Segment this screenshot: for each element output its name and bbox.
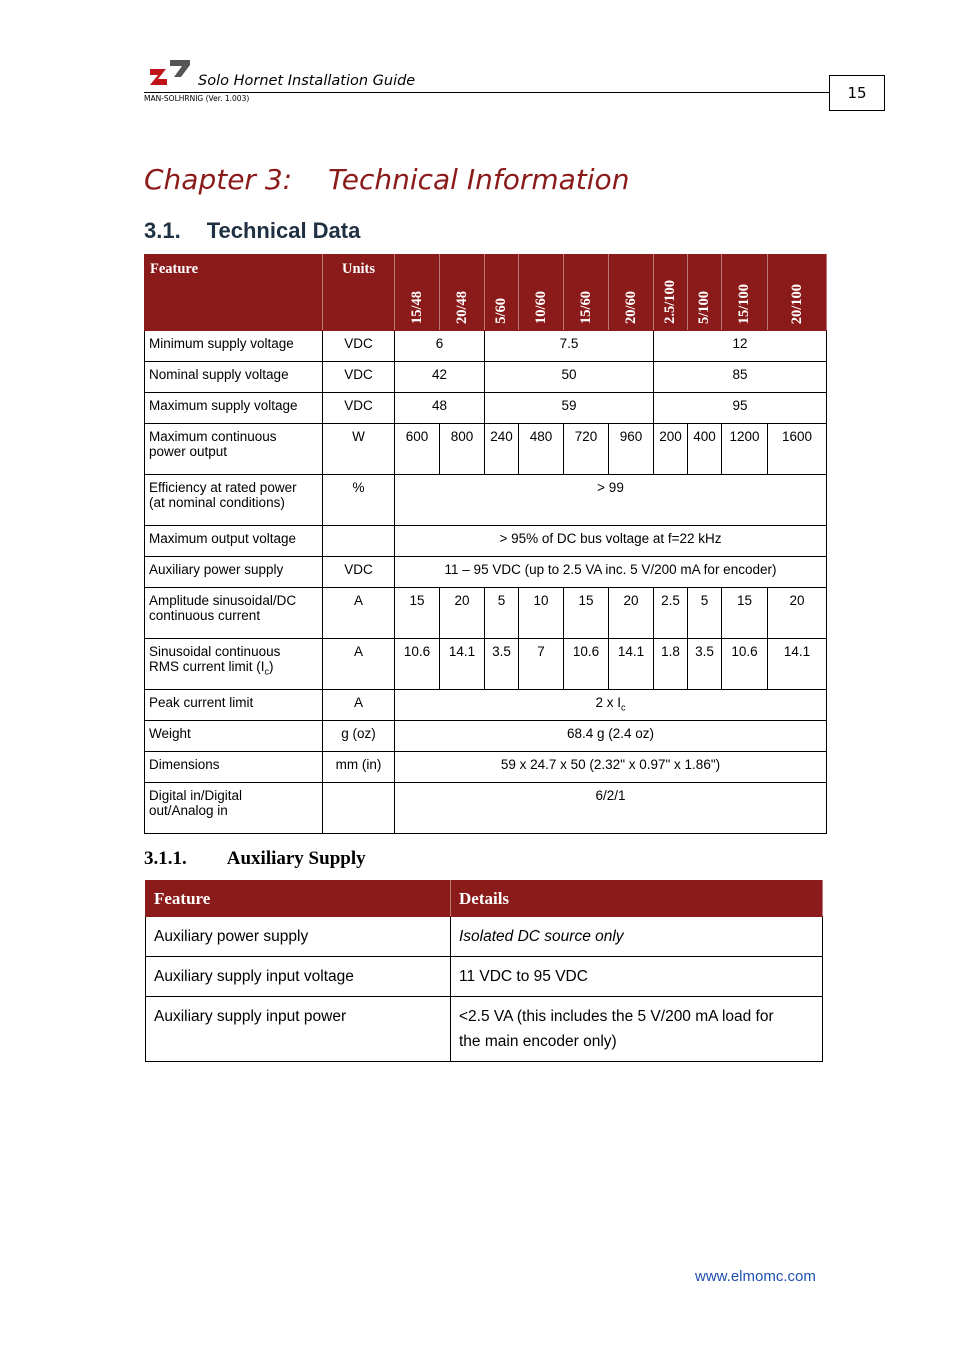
value-cell: 2 x $I_c$ [395, 690, 827, 721]
table-row [145, 393, 827, 424]
units-cell [323, 526, 395, 557]
units-cell: VDC [323, 331, 395, 362]
value-cell: 95 [654, 393, 827, 424]
value-cell: 240 [485, 424, 519, 475]
feature-cell: Efficiency at rated power (at nominal conditions) [145, 475, 323, 526]
value-cell: 14.1 [609, 639, 654, 690]
model-header: 15/60 [564, 255, 609, 331]
feature-cell: Maximum continuous power output [145, 424, 323, 475]
value-cell: 59 x 24.7 x 50 (2.32" x 0.97" x 1.86") [395, 752, 827, 783]
value-cell: > 95% of DC bus voltage at f=22 kHz [395, 526, 827, 557]
table-row [145, 588, 827, 639]
value-cell: 10.6 [564, 639, 609, 690]
document-id: MAN-SOLHRNIG (Ver. 1.003) [144, 94, 250, 103]
value-cell: 59 [485, 393, 654, 424]
value-cell: 960 [609, 424, 654, 475]
page-number: 15 [829, 75, 885, 111]
document-title: Solo Hornet Installation Guide [198, 73, 416, 89]
section-title: Technical Data [206, 218, 361, 243]
units-cell: A [323, 639, 395, 690]
value-cell: 20 [440, 588, 485, 639]
table-row [145, 557, 827, 588]
auxiliary-supply-table [145, 880, 823, 1062]
section-heading [144, 218, 360, 244]
details-cell: <2.5 VA (this includes the 5 V/200 mA load for the main encoder only) [451, 997, 823, 1062]
feature-cell: Peak current limit [145, 690, 323, 721]
table-row [145, 721, 827, 752]
value-cell: 6/2/1 [395, 783, 827, 834]
feature-cell: Auxiliary supply input voltage [146, 957, 451, 997]
model-header: 15/100 [722, 255, 768, 331]
value-cell: 800 [440, 424, 485, 475]
table-row [146, 917, 823, 957]
feature-cell: Amplitude sinusoidal/DC continuous current [145, 588, 323, 639]
feature-header: Feature [145, 255, 323, 331]
subsection-title: Auxiliary Supply [226, 848, 366, 869]
value-cell: 1.8 [654, 639, 688, 690]
technical-data-table [144, 254, 827, 834]
value-cell: 3.5 [485, 639, 519, 690]
units-cell: VDC [323, 557, 395, 588]
value-cell: 720 [564, 424, 609, 475]
subsection-number: 3.1.1. [144, 848, 187, 869]
units-header: Units [323, 255, 395, 331]
value-cell: 50 [485, 362, 654, 393]
feature-cell: Maximum supply voltage [145, 393, 323, 424]
value-cell: 2.5 [654, 588, 688, 639]
value-cell: 20 [768, 588, 827, 639]
feature-cell: Auxiliary power supply [146, 917, 451, 957]
value-cell: 1600 [768, 424, 827, 475]
chapter-number: Chapter 3: [144, 163, 293, 196]
value-cell: 42 [395, 362, 485, 393]
table-row [146, 997, 823, 1062]
model-header: 15/48 [395, 255, 440, 331]
value-cell: 14.1 [768, 639, 827, 690]
value-cell: 10 [519, 588, 564, 639]
value-cell: 600 [395, 424, 440, 475]
units-cell [323, 783, 395, 834]
units-cell: VDC [323, 393, 395, 424]
model-header: 10/60 [519, 255, 564, 331]
value-cell: 400 [688, 424, 722, 475]
chapter-title: Technical Information [328, 163, 630, 196]
table-row [145, 424, 827, 475]
feature-header: Feature [146, 881, 451, 917]
units-cell: A [323, 690, 395, 721]
value-cell: 7.5 [485, 331, 654, 362]
units-cell: W [323, 424, 395, 475]
table-row [145, 639, 827, 690]
table-header-row [146, 881, 823, 917]
feature-cell: Auxiliary power supply [145, 557, 323, 588]
table-row [145, 362, 827, 393]
model-header: 20/100 [768, 255, 827, 331]
units-cell: A [323, 588, 395, 639]
section-number: 3.1. [144, 218, 181, 243]
value-cell: 68.4 g (2.4 oz) [395, 721, 827, 752]
units-cell: mm (in) [323, 752, 395, 783]
value-cell: 48 [395, 393, 485, 424]
value-cell: 7 [519, 639, 564, 690]
value-cell: 15 [722, 588, 768, 639]
elmo-logo [148, 58, 190, 88]
website-link[interactable]: www.elmomc.com [695, 1268, 816, 1285]
feature-cell: Minimum supply voltage [145, 331, 323, 362]
chapter-heading [144, 163, 629, 196]
value-cell: 20 [609, 588, 654, 639]
feature-cell: Maximum output voltage [145, 526, 323, 557]
header-rule [144, 92, 830, 93]
model-header: 5/100 [688, 255, 722, 331]
model-header: 5/60 [485, 255, 519, 331]
feature-cell: Digital in/Digital out/Analog in [145, 783, 323, 834]
table-row [145, 475, 827, 526]
value-cell: 11 – 95 VDC (up to 2.5 VA inc. 5 V/200 mA for encoder) [395, 557, 827, 588]
value-cell: 15 [564, 588, 609, 639]
feature-cell: Nominal supply voltage [145, 362, 323, 393]
value-cell: 12 [654, 331, 827, 362]
table-row [145, 783, 827, 834]
details-cell: 11 VDC to 95 VDC [451, 957, 823, 997]
value-cell: 3.5 [688, 639, 722, 690]
model-header: 20/48 [440, 255, 485, 331]
units-cell: g (oz) [323, 721, 395, 752]
feature-cell: Auxiliary supply input power [146, 997, 451, 1062]
subsection-heading [144, 848, 366, 870]
table-header-row [145, 255, 827, 331]
details-header: Details [451, 881, 823, 917]
value-cell: > 99 [395, 475, 827, 526]
value-cell: 480 [519, 424, 564, 475]
value-cell: 85 [654, 362, 827, 393]
units-cell: VDC [323, 362, 395, 393]
value-cell: 6 [395, 331, 485, 362]
table-row [146, 957, 823, 997]
table-row [145, 690, 827, 721]
model-header: 2.5/100 [654, 255, 688, 331]
value-cell: 15 [395, 588, 440, 639]
feature-cell: Sinusoidal continuous RMS current limit $(I_c)$ [145, 639, 323, 690]
feature-cell: Weight [145, 721, 323, 752]
table-row [145, 331, 827, 362]
units-cell: % [323, 475, 395, 526]
value-cell: 14.1 [440, 639, 485, 690]
value-cell: 10.6 [395, 639, 440, 690]
feature-cell: Dimensions [145, 752, 323, 783]
value-cell: 5 [485, 588, 519, 639]
value-cell: 1200 [722, 424, 768, 475]
value-cell: 200 [654, 424, 688, 475]
value-cell: 5 [688, 588, 722, 639]
table-row [145, 752, 827, 783]
value-cell: 10.6 [722, 639, 768, 690]
table-row [145, 526, 827, 557]
model-header: 20/60 [609, 255, 654, 331]
details-cell: Isolated DC source only [451, 917, 823, 957]
